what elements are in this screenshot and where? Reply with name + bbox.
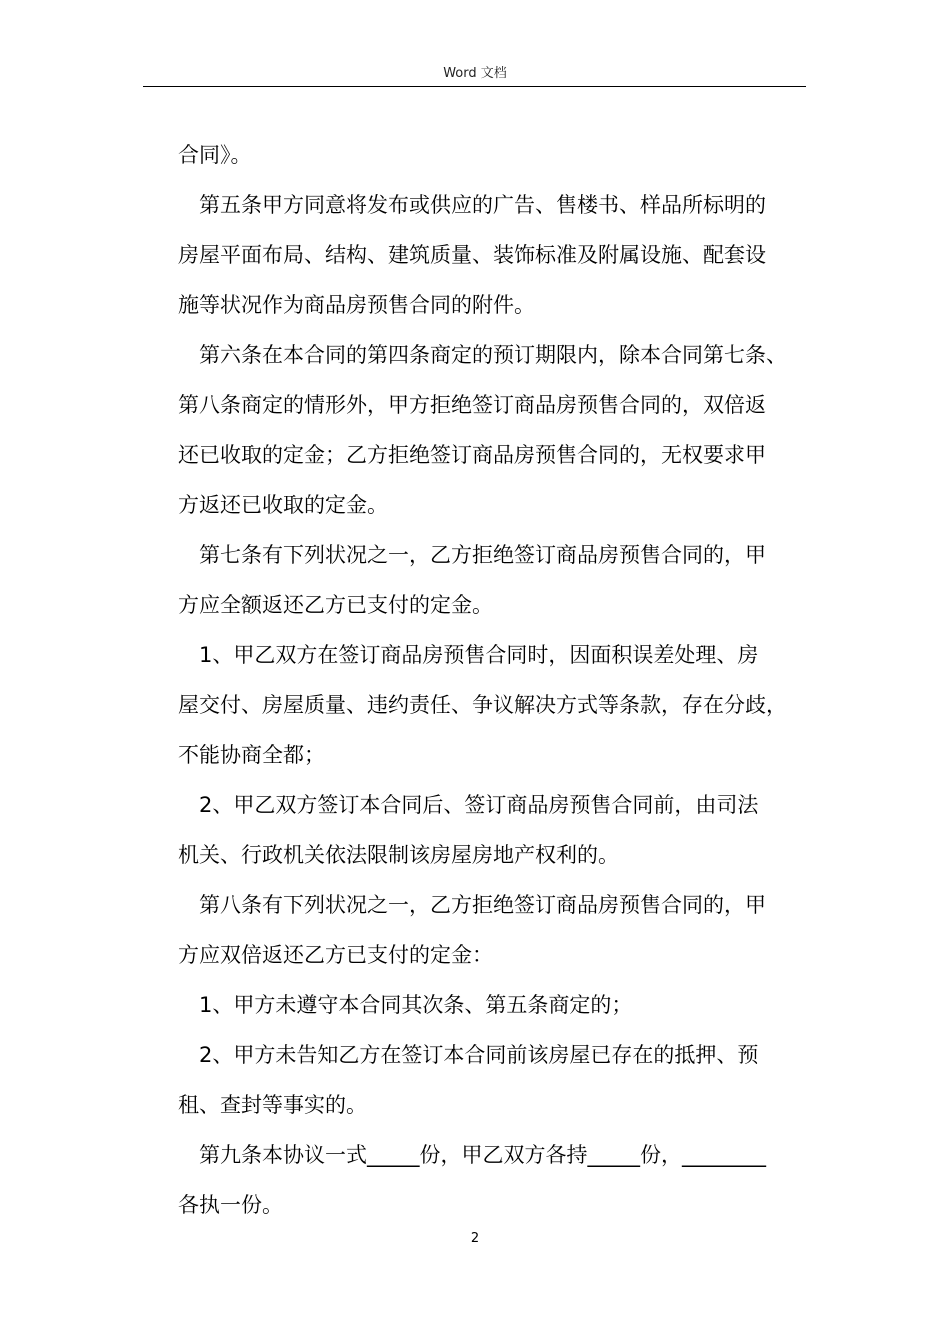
text-line-17: 方应双倍返还乙方已支付的定金：: [178, 943, 493, 967]
page-number: 2: [470, 1231, 480, 1246]
text-line-13: 不能协商全都；: [178, 743, 325, 767]
text-line-19: 2、甲方未告知乙方在签订本合同前该房屋已存在的抵押、预: [199, 1043, 759, 1067]
text-line-15: 机关、行政机关依法限制该房屋房地产权利的。: [178, 843, 619, 867]
header-title: Word 文档: [443, 66, 507, 81]
text-line-10: 方应全额返还乙方已支付的定金。: [178, 593, 493, 617]
header-divider: [143, 86, 806, 87]
text-line-14: 2、甲乙双方签订本合同后、签订商品房预售合同前，由司法: [199, 793, 759, 817]
text-line-6: 第八条商定的情形外，甲方拒绝签订商品房预售合同的，双倍返: [178, 393, 766, 417]
text-line-11: 1、甲乙双方在签订商品房预售合同时，因面积误差处理、房: [199, 643, 759, 667]
text-line-21: 第九条本协议一式_____份，甲乙双方各持_____份，________: [199, 1143, 766, 1167]
text-line-9: 第七条有下列状况之一，乙方拒绝签订商品房预售合同的，甲: [199, 543, 766, 567]
text-line-1: 合同》。: [178, 143, 252, 167]
text-line-18: 1、甲方未遵守本合同其次条、第五条商定的；: [199, 993, 633, 1017]
text-line-5: 第六条在本合同的第四条商定的预订期限内，除本合同第七条、: [199, 343, 787, 367]
text-line-4: 施等状况作为商品房预售合同的附件。: [178, 293, 535, 317]
text-line-7: 还已收取的定金；乙方拒绝签订商品房预售合同的，无权要求甲: [178, 443, 766, 467]
text-line-8: 方返还已收取的定金。: [178, 493, 388, 517]
text-line-22: 各执一份。: [178, 1193, 283, 1217]
text-line-2: 第五条甲方同意将发布或供应的广告、售楼书、样品所标明的: [199, 193, 766, 217]
document-body: [178, 130, 818, 1230]
text-line-12: 屋交付、房屋质量、违约责任、争议解决方式等条款，存在分歧，: [178, 693, 787, 717]
text-line-16: 第八条有下列状况之一，乙方拒绝签订商品房预售合同的，甲: [199, 893, 766, 917]
text-line-3: 房屋平面布局、结构、建筑质量、装饰标准及附属设施、配套设: [178, 243, 766, 267]
text-line-20: 租、查封等事实的。: [178, 1093, 367, 1117]
